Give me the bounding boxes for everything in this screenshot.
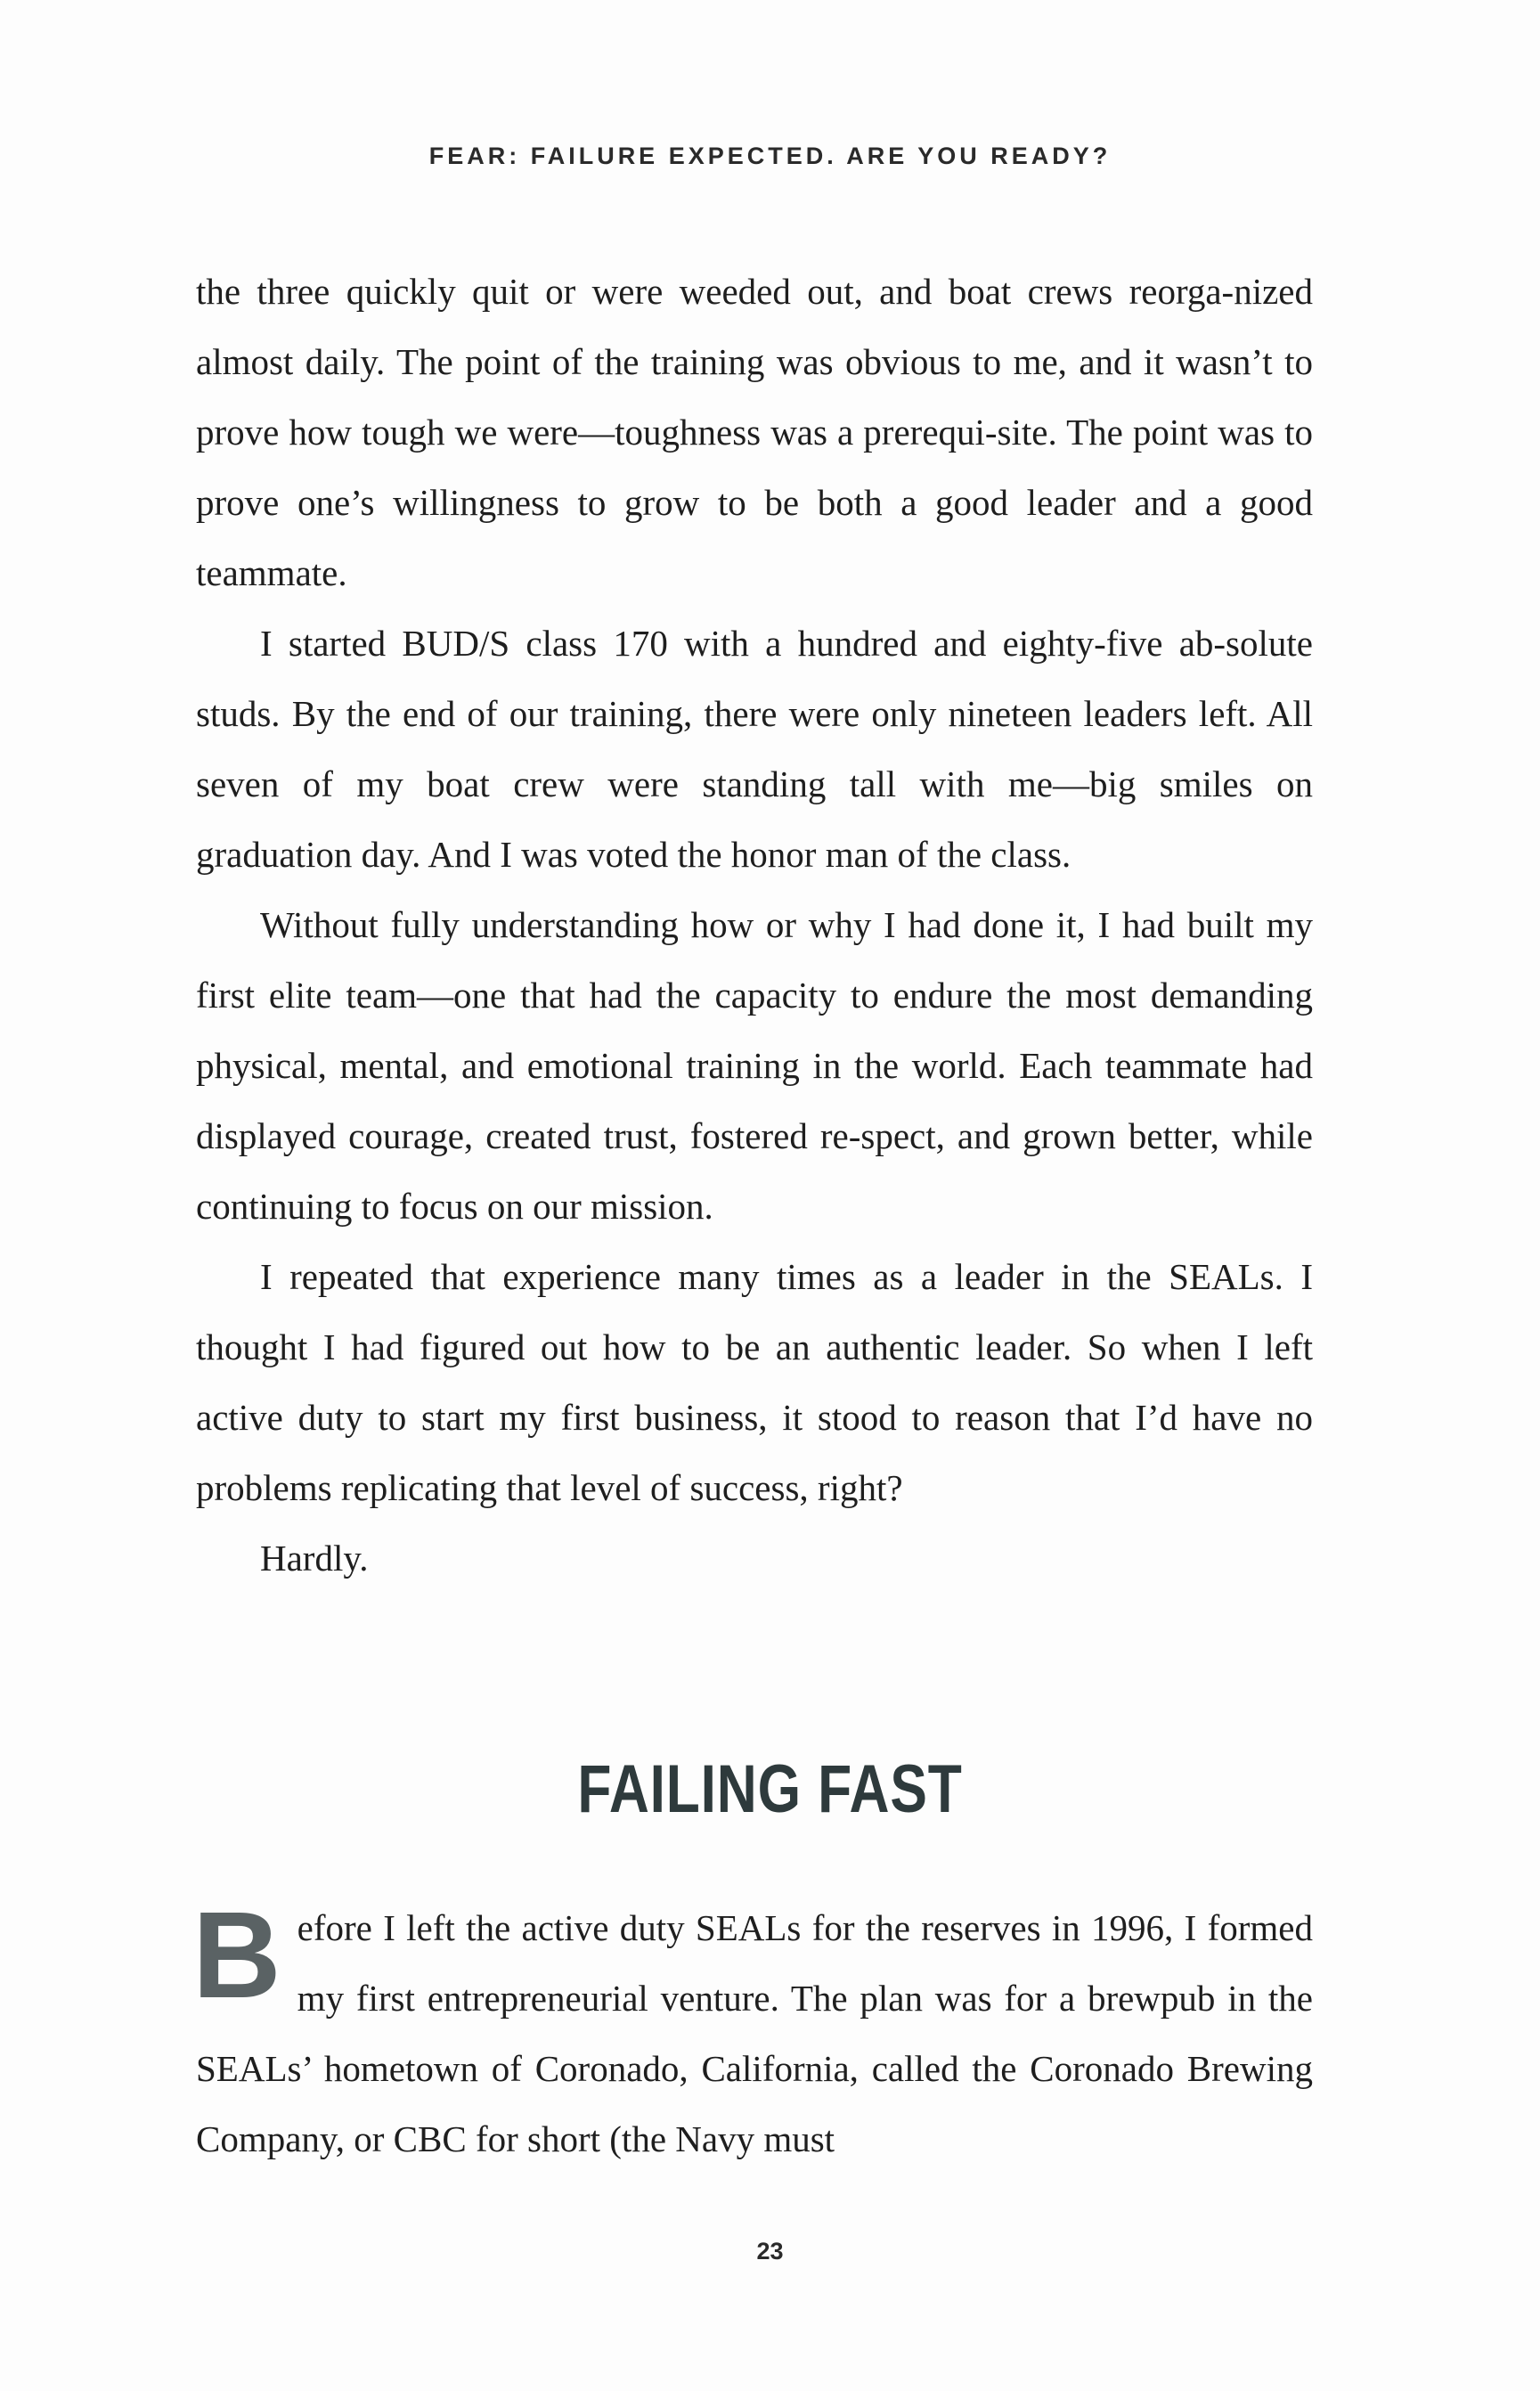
section-paragraph-text: efore I left the active duty SEALs for the reserves in 1996, I formed my first entrepreneurial venture. The plan was for a brewpub in the SEALs’ hometown of Coronado, California, called the Coronado Brewing Company, or CBC for short (the Navy must	[196, 1907, 1313, 2159]
paragraph-4: I repeated that experience many times as a leader in the SEALs. I thought I had figured out how to be an authentic leader. So when I left active duty to start my first business, it stood to reason that I’d have no problems replicating that level of success, right?	[196, 1256, 1313, 1508]
paragraph-2: I started BUD/S class 170 with a hundred and eighty-five ab-solute studs. By the end of our training, there were only nineteen leaders left. All seven of my boat crew were standing tall with me—big smiles on graduation day. And I was voted the honor man of the class.	[196, 623, 1313, 875]
body-text	[196, 257, 1313, 1594]
paragraph-5: Hardly.	[260, 1538, 369, 1579]
drop-cap: B	[192, 1887, 281, 2024]
section-body	[192, 1887, 1313, 2175]
page-number: 23	[756, 2238, 784, 2265]
paragraph-3: Without fully understanding how or why I had done it, I had built my first elite team—one that had the capacity to endure the most demanding physical, mental, and emotional training in the world. Each teammate had displayed courage, created trust, fostered re-spect, and grown better, while continuing to focus on our mission.	[196, 904, 1313, 1227]
section-heading: FAILING FAST	[577, 1751, 963, 1827]
section-paragraph-1	[192, 1887, 1313, 2175]
paragraph-1: the three quickly quit or were weeded out, and boat crews reorga-nized almost daily. The point of the training was obvious to me, and it wasn’t to prove how tough we were—toughness was a prerequi-site. The point was to prove one’s willingness to grow to be both a good leader and a good teammate.	[196, 271, 1313, 593]
running-head: FEAR: FAILURE EXPECTED. ARE YOU READY?	[428, 143, 1112, 169]
